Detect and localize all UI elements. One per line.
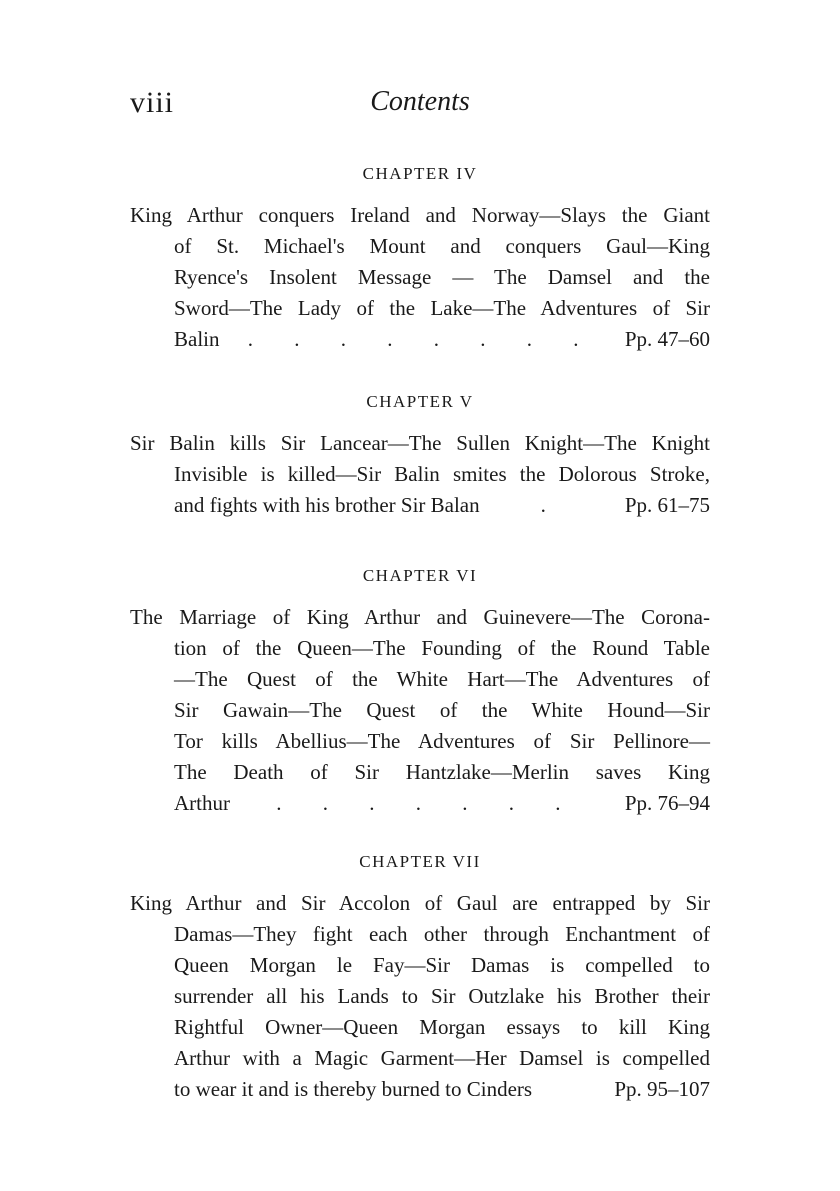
summary-line: Sir Gawain—The Quest of the White Hound—Sir — [174, 698, 710, 722]
chapter-vi-entry — [130, 562, 710, 819]
summary-line-text: Arthur — [174, 791, 230, 815]
summary-line: Ryence's Insolent Message — The Damsel and the — [174, 265, 710, 289]
page-range: Pp. 47–60 — [624, 327, 710, 351]
summary-line: —The Quest of the White Hart—The Adventures of — [174, 667, 710, 691]
running-head: Contents — [370, 86, 470, 117]
summary-last-line — [130, 490, 710, 521]
chapter-heading: CHAPTER V — [366, 392, 474, 411]
summary-line: tion of the Queen—The Founding of the Round Table — [174, 636, 710, 660]
chapter-summary — [130, 888, 710, 1105]
chapter-heading: CHAPTER IV — [362, 164, 478, 183]
summary-line: Arthur with a Magic Garment—Her Damsel is compelled — [174, 1046, 710, 1070]
summary-line-text: and fights with his brother Sir Balan — [174, 493, 480, 517]
summary-line: The Marriage of King Arthur and Guinevere—The Corona- — [130, 605, 710, 629]
summary-line: Sword—The Lady of the Lake—The Adventures of Sir — [174, 296, 710, 320]
summary-last-line — [130, 1074, 710, 1105]
chapter-vii-entry — [130, 848, 710, 1105]
summary-line: of St. Michael's Mount and conquers Gaul—King — [174, 234, 710, 258]
summary-last-line — [130, 324, 710, 355]
dot-leader: . . . . . . . — [276, 791, 579, 815]
summary-line-text: Balin — [174, 327, 220, 351]
page-number: viii — [130, 86, 175, 119]
summary-line: Tor kills Abellius—The Adventures of Sir Pellinore— — [174, 729, 710, 753]
summary-line: Sir Balin kills Sir Lancear—The Sullen Knight—The Knight — [130, 431, 710, 455]
page-range: Pp. 76–94 — [624, 791, 710, 815]
chapter-v-entry — [130, 388, 710, 521]
chapter-heading: CHAPTER VII — [359, 852, 481, 871]
summary-line: surrender all his Lands to Sir Outzlake his Brother their — [174, 984, 710, 1008]
dot-leader: . . . . . . . . — [247, 327, 597, 351]
summary-line: Rightful Owner—Queen Morgan essays to kill King — [174, 1015, 710, 1039]
page-range: Pp. 61–75 — [624, 493, 710, 517]
summary-line: King Arthur conquers Ireland and Norway—Slays the Giant — [130, 203, 710, 227]
summary-last-line — [130, 788, 710, 819]
summary-line-text: to wear it and is thereby burned to Cinders — [174, 1077, 533, 1101]
chapter-summary — [130, 428, 710, 521]
summary-line: The Death of Sir Hantzlake—Merlin saves King — [174, 760, 710, 784]
chapter-summary — [130, 602, 710, 819]
chapter-iv-entry — [130, 160, 710, 355]
chapter-summary — [130, 200, 710, 355]
summary-line: Invisible is killed—Sir Balin smites the Dolorous Stroke, — [174, 462, 710, 486]
page-range: Pp. 95–107 — [614, 1077, 710, 1101]
chapter-heading: CHAPTER VI — [362, 566, 478, 585]
summary-line: Damas—They fight each other through Enchantment of — [174, 922, 710, 946]
summary-line: Queen Morgan le Fay—Sir Damas is compelled to — [174, 953, 710, 977]
summary-line: King Arthur and Sir Accolon of Gaul are entrapped by Sir — [130, 891, 710, 915]
dot-leader: . — [540, 493, 564, 517]
